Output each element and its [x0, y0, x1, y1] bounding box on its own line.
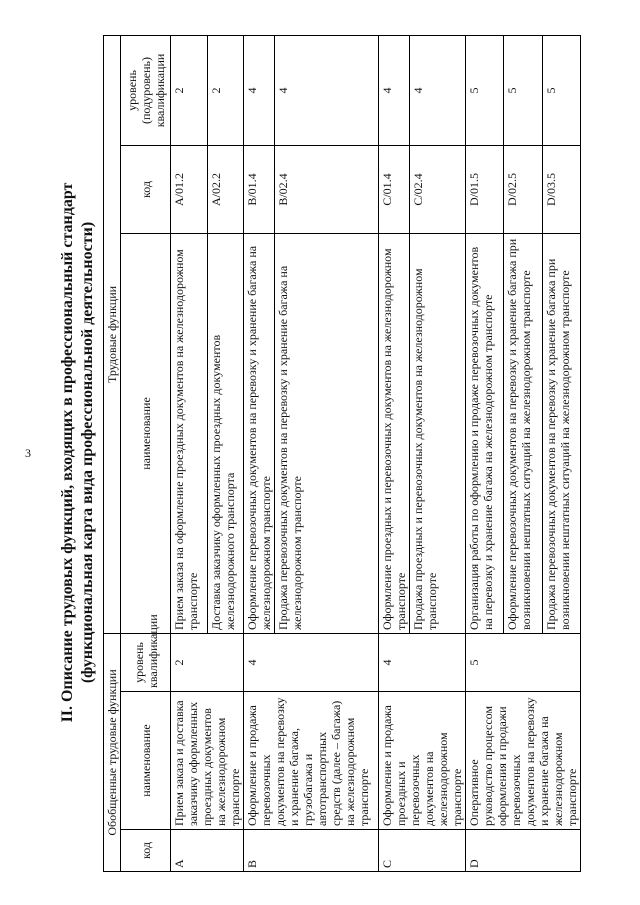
tf-name: Организация работы по оформлению и продаже перевозочных документов на перевозку и хранение багажа на железнодорожном транспорте — [466, 233, 504, 633]
table-row — [244, 35, 275, 871]
header-name: наименование — [121, 692, 171, 830]
tf-code: C/02.4 — [410, 145, 466, 233]
tf-name: Оформление перевозочных документов на перевозку и хранение багажа при возникновении нештатных ситуаций на железнодорожном транспорте — [504, 233, 542, 633]
gf-code: A — [171, 830, 244, 872]
tf-name: Доставка заказчику оформленных проездных документов железнодорожного транспорта — [207, 233, 244, 633]
gf-code: B — [244, 830, 379, 872]
table-row — [171, 35, 208, 871]
gf-level: 4 — [244, 633, 379, 691]
section-subtitle: (функциональная карта вида профессиональной деятельности) — [79, 221, 96, 684]
header-code: код — [121, 830, 171, 872]
section-title: II. Описание трудовых функций, входящих в профессиональный стандарт — [59, 182, 76, 723]
header-level: уровень квалификации — [121, 633, 171, 691]
tf-code: A/02.2 — [207, 145, 244, 233]
header-function-code: код — [121, 145, 171, 233]
tf-code: D/03.5 — [542, 145, 580, 233]
tf-name: Продажа перевозочных документов на перевозку и хранение багажа при возникновении нештатных ситуаций на железнодорожном транспорте — [542, 233, 580, 633]
tf-level: 4 — [244, 35, 275, 145]
tf-code: C/01.4 — [379, 145, 410, 233]
gf-level: 2 — [171, 633, 244, 691]
header-generalized-functions: Обобщенные трудовые функции — [104, 633, 121, 871]
tf-level: 2 — [171, 35, 208, 145]
gf-name: Прием заказа и доставка заказчику оформленных проездных документов на железнодорожном транспорте — [171, 692, 244, 830]
header-function-name: наименование — [121, 233, 171, 633]
tf-level: 4 — [379, 35, 410, 145]
tf-level: 5 — [542, 35, 580, 145]
tf-level: 5 — [466, 35, 504, 145]
tf-name: Оформление перевозочных документов на перевозку и хранение багажа на железнодорожном транспорте — [244, 233, 275, 633]
tf-name: Оформление проездных и перевозочных документов на железнодорожном транспорте — [379, 233, 410, 633]
tf-code: B/01.4 — [244, 145, 275, 233]
tf-level: 2 — [207, 35, 244, 145]
gf-code: D — [466, 830, 581, 872]
tf-code: A/01.2 — [171, 145, 208, 233]
tf-name: Продажа перевозочных документов на перевозку и хранение багажа на железнодорожном транспорте — [275, 233, 379, 633]
gf-level: 4 — [379, 633, 466, 691]
tf-name: Прием заказа на оформление проездных документов на железнодорожном транспорте — [171, 233, 208, 633]
gf-code: C — [379, 830, 466, 872]
table-row — [379, 35, 410, 871]
header-row-1 — [104, 35, 121, 871]
functional-map-table — [103, 35, 581, 872]
tf-level: 4 — [410, 35, 466, 145]
tf-level: 4 — [275, 35, 379, 145]
tf-name: Продажа проездных и перевозочных документов на железнодорожном транспорте — [410, 233, 466, 633]
gf-name: Оформление и продажа перевозочных документов на перевозку и хранение багажа, грузобагажа и автотранспортных средств (далее – багажа) на железнодорожном транспорте — [244, 692, 379, 830]
page-number: 3 — [25, 446, 31, 460]
tf-code: D/01.5 — [466, 145, 504, 233]
header-function-level: уровень (подуровень) квалификации — [121, 35, 171, 145]
tf-level: 5 — [504, 35, 542, 145]
gf-level: 5 — [466, 633, 581, 691]
header-row-2 — [121, 35, 171, 871]
header-labor-functions: Трудовые функции — [104, 35, 121, 633]
tf-code: D/02.5 — [504, 145, 542, 233]
table-row — [466, 35, 504, 871]
tf-code: B/02.4 — [275, 145, 379, 233]
gf-name: Оформление и продажа проездных и перевозочных документов на железнодорожном транспорте — [379, 692, 466, 830]
gf-name: Оперативное руководство процессом оформления и продажи перевозочных документов на перевозку и хранение багажа на железнодорожном транспорте — [466, 692, 581, 830]
